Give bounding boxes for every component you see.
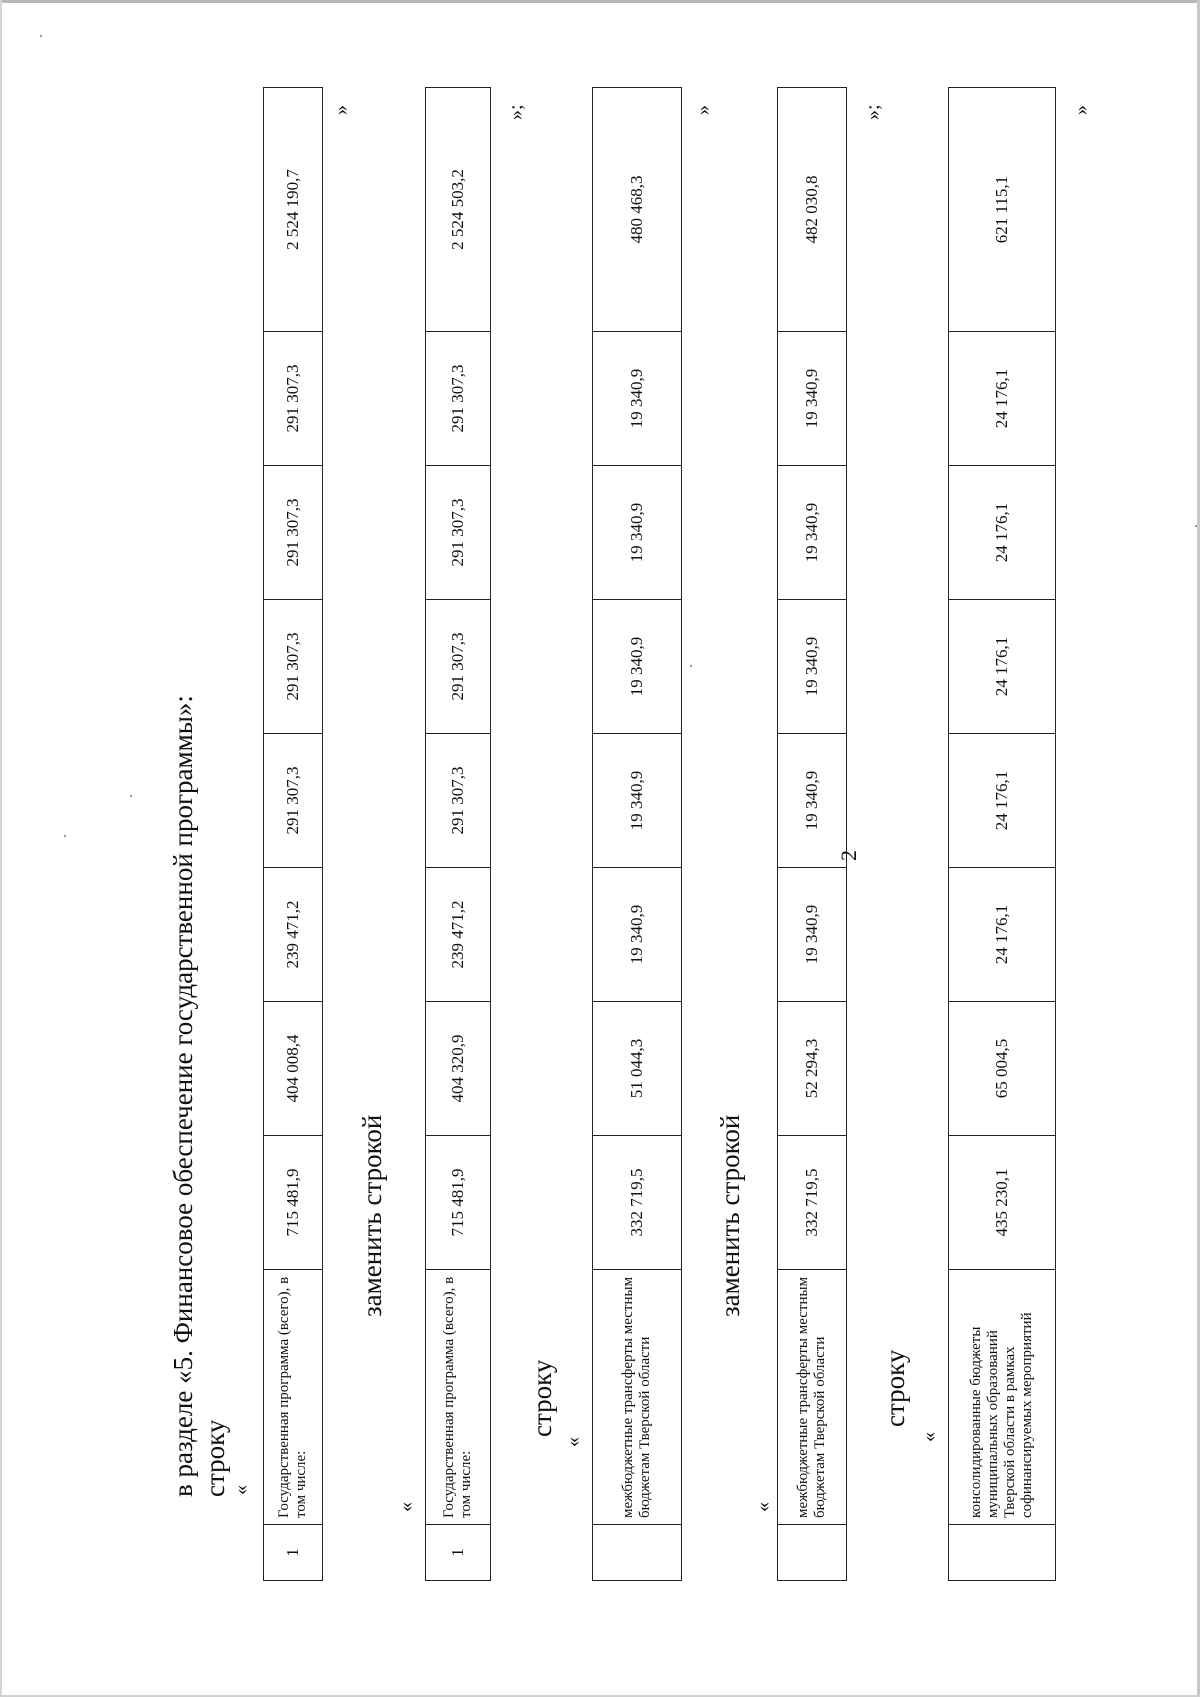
row-number-cell: 1 xyxy=(264,1525,323,1581)
value-cell: 24 176,1 xyxy=(949,600,1056,734)
row-name-cell: Государственная программа (всего), в том числе: xyxy=(426,1270,491,1525)
total-cell: 2 524 503,2 xyxy=(426,88,491,332)
open-quote-5: « xyxy=(918,1432,940,1442)
value-cell: 24 176,1 xyxy=(949,332,1056,466)
value-cell: 19 340,9 xyxy=(593,332,682,466)
label-row-3: строку xyxy=(880,1349,910,1427)
scan-speck xyxy=(40,35,42,37)
open-quote-4: « xyxy=(752,1502,774,1512)
label-replace-1: заменить строкой xyxy=(357,1114,387,1317)
total-cell: 2 524 190,7 xyxy=(264,88,323,332)
value-cell: 291 307,3 xyxy=(426,734,491,868)
value-cell: 332 719,5 xyxy=(778,1136,847,1270)
value-cell: 291 307,3 xyxy=(264,734,323,868)
value-cell: 291 307,3 xyxy=(264,600,323,734)
row-number-cell xyxy=(949,1525,1056,1581)
scan-speck xyxy=(130,795,132,797)
close-quote-1: » xyxy=(330,105,352,115)
value-cell: 715 481,9 xyxy=(426,1136,491,1270)
value-cell: 19 340,9 xyxy=(778,600,847,734)
close-quote-2: »; xyxy=(505,104,527,120)
value-cell: 291 307,3 xyxy=(426,466,491,600)
table-row-original-transfers xyxy=(592,87,682,1581)
value-cell: 332 719,5 xyxy=(593,1136,682,1270)
row-name-cell: межбюджетные трансферты местным бюджетам Тверской области xyxy=(593,1270,682,1525)
value-cell: 291 307,3 xyxy=(264,466,323,600)
scan-speck xyxy=(64,835,66,837)
scan-speck xyxy=(690,665,692,667)
table-row-replacement-program-total xyxy=(425,87,491,1581)
value-cell: 24 176,1 xyxy=(949,734,1056,868)
total-cell: 621 115,1 xyxy=(949,88,1056,332)
label-replace-2: заменить строкой xyxy=(715,1114,745,1317)
value-cell: 19 340,9 xyxy=(593,466,682,600)
total-cell: 482 030,8 xyxy=(778,88,847,332)
row-name-cell: консолидированные бюджеты муниципальных образований Тверской области в рамках софинансируемых мероприятий xyxy=(949,1270,1056,1525)
value-cell: 24 176,1 xyxy=(949,466,1056,600)
value-cell: 19 340,9 xyxy=(778,868,847,1002)
label-row-2: строку xyxy=(527,1359,557,1437)
table-row-replacement-transfers xyxy=(777,87,847,1581)
value-cell: 19 340,9 xyxy=(778,734,847,868)
table-row-original-program-total xyxy=(263,87,323,1581)
value-cell: 239 471,2 xyxy=(426,868,491,1002)
value-cell: 291 307,3 xyxy=(264,332,323,466)
label-row-1: строку xyxy=(200,1419,230,1497)
close-quote-4: »; xyxy=(862,104,884,120)
page-number: 2 xyxy=(836,850,861,861)
scan-speck xyxy=(1195,525,1197,527)
value-cell: 404 008,4 xyxy=(264,1002,323,1136)
value-cell: 24 176,1 xyxy=(949,868,1056,1002)
close-quote-5: » xyxy=(1070,105,1092,115)
value-cell: 19 340,9 xyxy=(593,868,682,1002)
row-name-cell: межбюджетные трансферты местным бюджетам Тверской области xyxy=(778,1270,847,1525)
row-number-cell xyxy=(778,1525,847,1581)
value-cell: 291 307,3 xyxy=(426,332,491,466)
row-number-cell: 1 xyxy=(426,1525,491,1581)
close-quote-3: » xyxy=(692,105,714,115)
value-cell: 19 340,9 xyxy=(593,734,682,868)
open-quote-2: « xyxy=(395,1502,417,1512)
open-quote-3: « xyxy=(562,1437,584,1447)
value-cell: 435 230,1 xyxy=(949,1136,1056,1270)
value-cell: 404 320,9 xyxy=(426,1002,491,1136)
value-cell: 239 471,2 xyxy=(264,868,323,1002)
table-row-original-consolidated-budgets xyxy=(948,87,1056,1581)
value-cell: 52 294,3 xyxy=(778,1002,847,1136)
value-cell: 19 340,9 xyxy=(778,466,847,600)
row-name-cell: Государственная программа (всего), в том числе: xyxy=(264,1270,323,1525)
value-cell: 65 004,5 xyxy=(949,1002,1056,1136)
total-cell: 480 468,3 xyxy=(593,88,682,332)
value-cell: 19 340,9 xyxy=(778,332,847,466)
value-cell: 715 481,9 xyxy=(264,1136,323,1270)
section-heading: в разделе «5. Финансовое обеспечение государственной программы»: xyxy=(168,695,198,1497)
open-quote-1: « xyxy=(230,1485,252,1495)
value-cell: 19 340,9 xyxy=(593,600,682,734)
row-number-cell xyxy=(593,1525,682,1581)
value-cell: 51 044,3 xyxy=(593,1002,682,1136)
value-cell: 291 307,3 xyxy=(426,600,491,734)
